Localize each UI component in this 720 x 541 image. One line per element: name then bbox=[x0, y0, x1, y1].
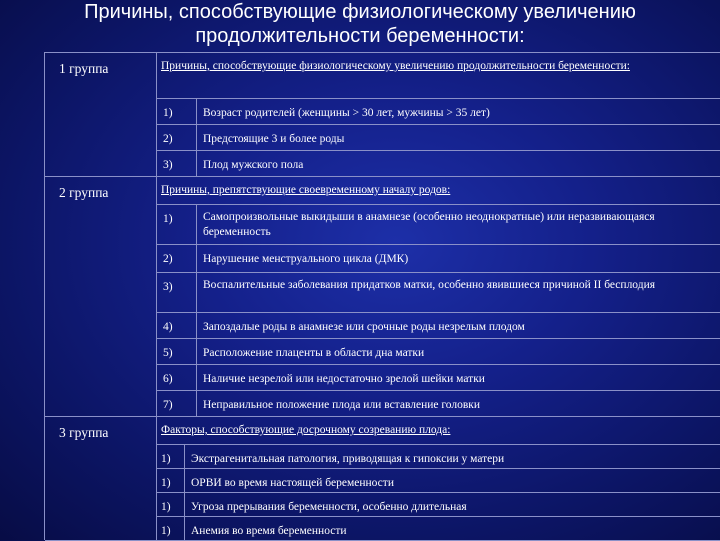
title-line-1: Причины, способствующие физиологическому увеличению bbox=[84, 1, 636, 23]
group-1-item-2-number: 2) bbox=[157, 125, 197, 151]
group-3-heading: Факторы, способствующие досрочному созреванию плода: bbox=[157, 417, 720, 445]
group-2-item-6-text: Наличие незрелой или недостаточно зрелой шейки матки bbox=[197, 365, 720, 391]
group-2-label: 2 группа bbox=[45, 177, 157, 417]
title-line-2: продолжительности беременности: bbox=[195, 25, 525, 47]
group-2-item-3-text: Воспалительные заболевания придатков матки, особенно явившиеся причиной II бесплодия bbox=[197, 273, 720, 313]
group-2-item-4-number: 4) bbox=[157, 313, 197, 339]
group-3-item-1-number: 1) bbox=[157, 445, 185, 469]
group-2-item-3-number: 3) bbox=[157, 273, 197, 313]
group-3-item-3-number: 1) bbox=[157, 493, 185, 517]
group-2-item-7-number: 7) bbox=[157, 391, 197, 417]
group-3-item-3-text: Угроза прерывания беременности, особенно длительная bbox=[185, 493, 720, 517]
group-3-item-1-text: Экстрагенитальная патология, приводящая к гипоксии у матери bbox=[185, 445, 720, 469]
group-3-item-4-number: 1) bbox=[157, 517, 185, 541]
group-2-item-4-text: Запоздалые роды в анамнезе или срочные роды незрелым плодом bbox=[197, 313, 720, 339]
group-3-item-4-text: Анемия во время беременности bbox=[185, 517, 720, 541]
group-2-item-5-number: 5) bbox=[157, 339, 197, 365]
group-1-item-2-text: Предстоящие 3 и более роды bbox=[197, 125, 720, 151]
group-2-heading: Причины, препятствующие своевременному началу родов: bbox=[157, 177, 720, 205]
group-2-item-1-text: Самопроизвольные выкидыши в анамнезе (особенно неоднократные) или неразвивающаяся беременность bbox=[197, 205, 720, 245]
group-3-label: 3 группа bbox=[45, 417, 157, 541]
group-3-item-2-text: ОРВИ во время настоящей беременности bbox=[185, 469, 720, 493]
group-1-item-3-text: Плод мужского пола bbox=[197, 151, 720, 177]
group-1-item-3-number: 3) bbox=[157, 151, 197, 177]
group-2-item-2-text: Нарушение менструального цикла (ДМК) bbox=[197, 245, 720, 273]
group-3-item-2-number: 1) bbox=[157, 469, 185, 493]
group-2-item-1-number: 1) bbox=[157, 205, 197, 245]
slide-title bbox=[0, 0, 720, 48]
group-2-item-6-number: 6) bbox=[157, 365, 197, 391]
causes-table bbox=[44, 52, 720, 540]
group-1-item-1-number: 1) bbox=[157, 99, 197, 125]
group-2-item-2-number: 2) bbox=[157, 245, 197, 273]
group-1-label: 1 группа bbox=[45, 53, 157, 177]
group-1-item-1-text: Возраст родителей (женщины > 30 лет, мужчины > 35 лет) bbox=[197, 99, 720, 125]
group-2-item-5-text: Расположение плаценты в области дна матки bbox=[197, 339, 720, 365]
group-2-item-7-text: Неправильное положение плода или вставление головки bbox=[197, 391, 720, 417]
group-1-heading: Причины, способствующие физиологическому увеличению продолжительности беременности: bbox=[157, 53, 720, 99]
